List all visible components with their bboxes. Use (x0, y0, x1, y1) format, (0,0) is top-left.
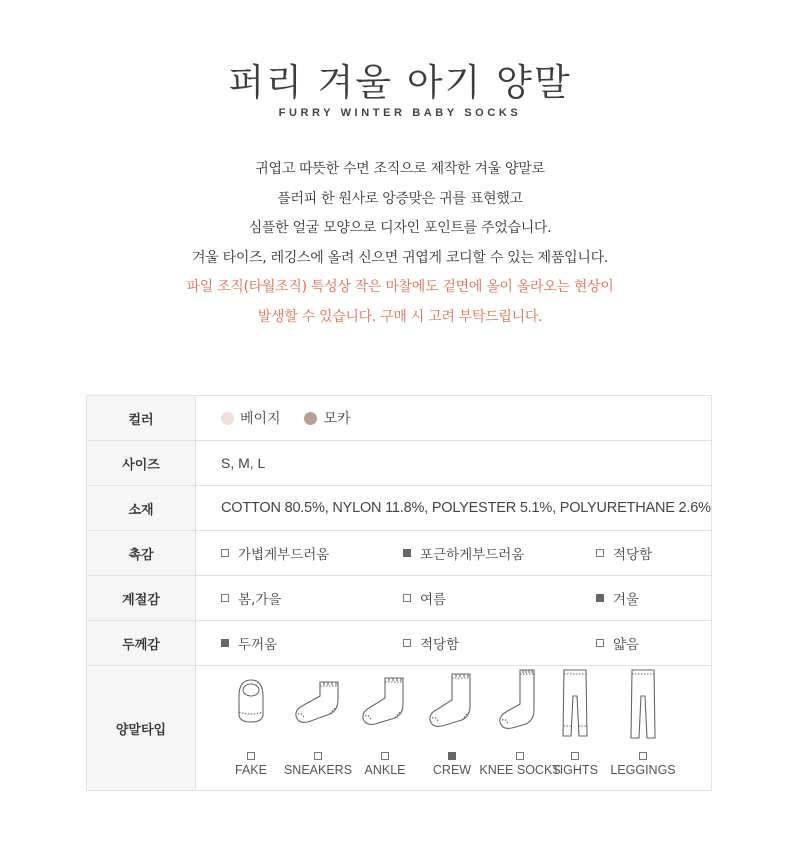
season-options (221, 588, 711, 608)
color-option-mocha (304, 408, 350, 428)
thickness-option (403, 633, 596, 653)
checkbox-icon (381, 752, 389, 760)
color-name: 베이지 (240, 411, 281, 427)
spec-row-thickness (87, 621, 712, 666)
checkbox-icon (596, 639, 604, 647)
checkbox-icon (247, 752, 255, 760)
description-line: 겨울 타이즈, 레깅스에 올려 신으면 귀엽게 코디할 수 있는 제품입니다. (192, 249, 608, 266)
sock-type-label: LEGGINGS (610, 763, 676, 777)
sock-type-label: FAKE (235, 763, 267, 777)
touch-option (403, 543, 596, 563)
checkbox-icon (314, 752, 322, 760)
checkbox-icon (221, 639, 229, 647)
color-name: 모카 (323, 411, 351, 427)
spec-label: 컬러 (87, 396, 196, 441)
spec-label: 소재 (87, 486, 196, 531)
spec-row-size (87, 441, 712, 486)
product-description (0, 155, 800, 333)
checkbox-icon (639, 752, 647, 760)
sock-type-label: KNEE SOCKS (479, 763, 561, 777)
thickness-option (596, 633, 639, 653)
color-swatch-icon (304, 412, 317, 425)
spec-row-color (87, 396, 712, 441)
spec-label: 계절감 (87, 576, 196, 621)
option-label: 적당함 (420, 637, 460, 653)
option-label: 봄,가을 (238, 592, 282, 608)
touch-options (221, 543, 711, 563)
option-label: 겨울 (613, 592, 640, 608)
spec-label: 촉감 (87, 531, 196, 576)
spec-row-season (87, 576, 712, 621)
checkbox-icon (403, 594, 411, 602)
leggings-icon (603, 666, 683, 746)
sock-type-label: SNEAKERS (283, 763, 353, 777)
checkbox-icon (571, 752, 579, 760)
option-label: 두꺼움 (238, 637, 278, 653)
description-line: 심플한 얼굴 모양으로 디자인 포인트를 주었습니다. (248, 220, 552, 237)
spec-label: 양말타입 (87, 666, 196, 791)
description-line: 귀엽고 따뜻한 수면 조직으로 제작한 겨울 양말로 (255, 161, 545, 177)
page-title: 퍼리 겨울 아기 양말 (228, 61, 572, 104)
spec-value-material: COTTON 80.5%, NYLON 11.8%, POLYESTER 5.1%, POLYURETHANE 2.6% (196, 486, 712, 531)
checkbox-icon (403, 639, 411, 647)
checkbox-icon (403, 549, 411, 557)
notice-line: 발생할 수 있습니다. 구매 시 고려 부탁드립니다. (257, 308, 543, 325)
sock-type-label: TIGHTS (552, 763, 598, 777)
sock-type-label: ANKLE (364, 763, 406, 777)
sock-type-label: CREW (432, 763, 472, 777)
touch-option (221, 543, 403, 563)
season-option (403, 588, 596, 608)
spec-row-touch (87, 531, 712, 576)
spec-row-sock-type (87, 666, 712, 791)
spec-table (86, 395, 712, 791)
spec-row-material (87, 486, 712, 531)
spec-value-color (196, 396, 712, 441)
checkbox-icon (516, 752, 524, 760)
notice-line: 파일 조직(타월조직) 특성상 작은 마찰에도 겉면에 올이 올라오는 현상이 (186, 279, 614, 296)
checkbox-icon (448, 752, 456, 760)
spec-label: 사이즈 (87, 441, 196, 486)
sock-type-options (196, 666, 711, 790)
checkbox-icon (221, 549, 229, 557)
thickness-options (221, 633, 711, 653)
description-line: 플러피 한 원사로 앙증맞은 귀를 표현했고 (277, 190, 523, 207)
option-label: 포근하게부드러움 (420, 547, 525, 563)
checkbox-icon (596, 549, 604, 557)
touch-option (596, 543, 652, 563)
spec-label: 두께감 (87, 621, 196, 666)
checkbox-icon (221, 594, 229, 602)
season-option (596, 588, 639, 608)
season-option (221, 588, 403, 608)
color-swatch-icon (221, 412, 234, 425)
color-option-beige (221, 408, 281, 428)
option-label: 적당함 (613, 547, 653, 563)
option-label: 여름 (420, 592, 447, 608)
thickness-option (221, 633, 403, 653)
option-label: 가볍게부드러움 (238, 547, 330, 563)
spec-value-size: S, M, L (196, 441, 712, 486)
page-subtitle: FURRY WINTER BABY SOCKS (278, 107, 522, 119)
checkbox-icon (596, 594, 604, 602)
option-label: 얇음 (613, 637, 640, 653)
